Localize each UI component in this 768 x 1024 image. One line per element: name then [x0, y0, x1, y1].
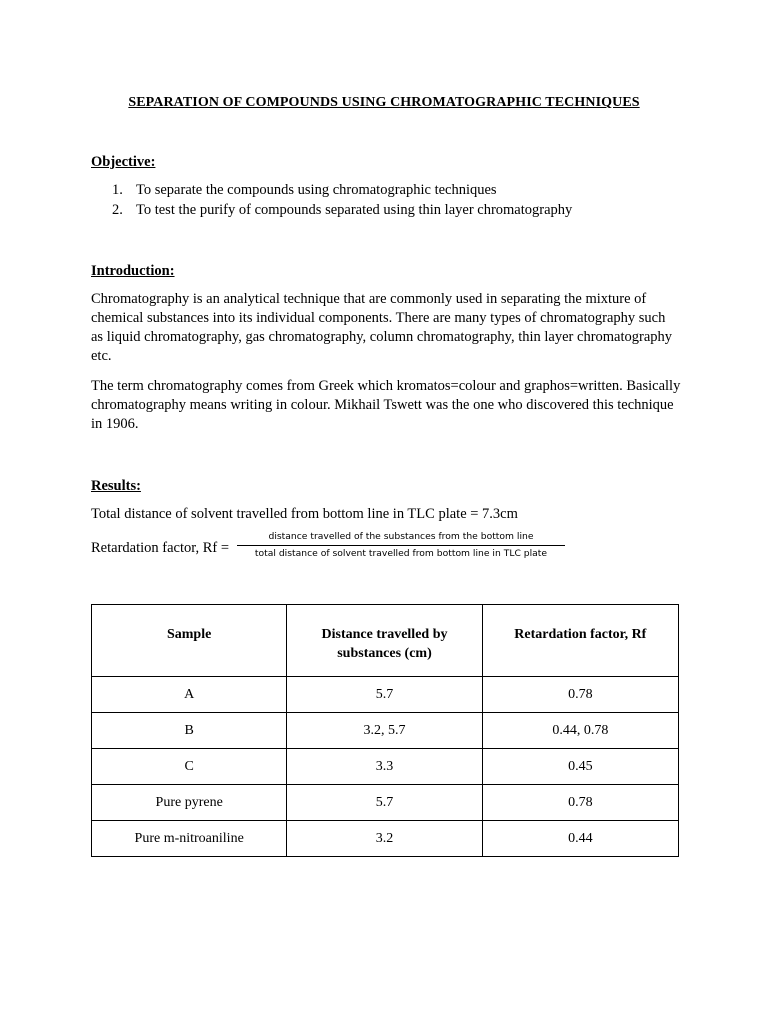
- table-cell-distance: 3.2: [287, 821, 482, 857]
- objective-item-number: 2.: [112, 201, 123, 218]
- table-cell-distance: 3.3: [287, 749, 482, 785]
- column-header-distance: Distance travelled by substances (cm): [287, 605, 482, 677]
- total-distance-line: Total distance of solvent travelled from bottom line in TLC plate = 7.3cm: [91, 506, 518, 522]
- table-cell-sample: C: [92, 749, 287, 785]
- table-cell-sample: Pure pyrene: [92, 785, 287, 821]
- objective-item-number: 1.: [112, 182, 123, 198]
- rf-numerator: distance travelled of the substances from the bottom line: [237, 531, 565, 546]
- table-cell-sample: Pure m-nitroaniline: [92, 821, 287, 857]
- rf-formula-fraction: [237, 531, 565, 560]
- rf-denominator: total distance of solvent travelled from bottom line in TLC plate: [254, 548, 548, 559]
- table-row: [92, 785, 679, 821]
- objective-item-text: To test the purify of compounds separated using thin layer chromatography: [136, 201, 573, 218]
- objective-item: [112, 201, 572, 221]
- table-row: [92, 677, 679, 713]
- rf-formula-label: Retardation factor, Rf =: [91, 540, 230, 556]
- objective-heading: Objective:: [91, 154, 156, 170]
- table-cell-rf: 0.45: [482, 749, 678, 785]
- table-cell-distance: 5.7: [287, 677, 482, 713]
- introduction-paragraph-2: The term chromatography comes from Greek which kromatos=colour and graphos=written. Basically chromatography means writing in colour. Mikhail Tswett was the one who discovered this technique in 1906.: [91, 378, 681, 432]
- results-heading: Results:: [91, 478, 141, 494]
- table-row: [92, 749, 679, 785]
- table-cell-distance: 3.2, 5.7: [287, 713, 482, 749]
- table-cell-sample: B: [92, 713, 287, 749]
- introduction-heading: Introduction:: [91, 263, 175, 279]
- table-header-row: [92, 605, 679, 677]
- table-cell-rf: 0.78: [482, 677, 678, 713]
- introduction-paragraph-1: Chromatography is an analytical technique that are commonly used in separating the mixture of chemical substances into its individual components. There are many types of chromatography such as liquid chromatography, gas chromatography, column chromatography, thin layer chromatography etc.: [91, 291, 673, 364]
- table-cell-rf: 0.44: [482, 821, 678, 857]
- column-header-rf: Retardation factor, Rf: [482, 605, 678, 677]
- page-title: SEPARATION OF COMPOUNDS USING CHROMATOGRAPHIC TECHNIQUES: [128, 95, 640, 110]
- table-row: [92, 821, 679, 857]
- table-cell-distance: 5.7: [287, 785, 482, 821]
- objective-item-text: To separate the compounds using chromatographic techniques: [136, 182, 497, 198]
- table-cell-rf: 0.78: [482, 785, 678, 821]
- table-cell-sample: A: [92, 677, 287, 713]
- column-header-sample: Sample: [92, 605, 287, 677]
- objective-list: [112, 181, 572, 220]
- results-table: [91, 604, 679, 857]
- table-row: [92, 713, 679, 749]
- table-cell-rf: 0.44, 0.78: [482, 713, 678, 749]
- objective-item: [112, 181, 572, 201]
